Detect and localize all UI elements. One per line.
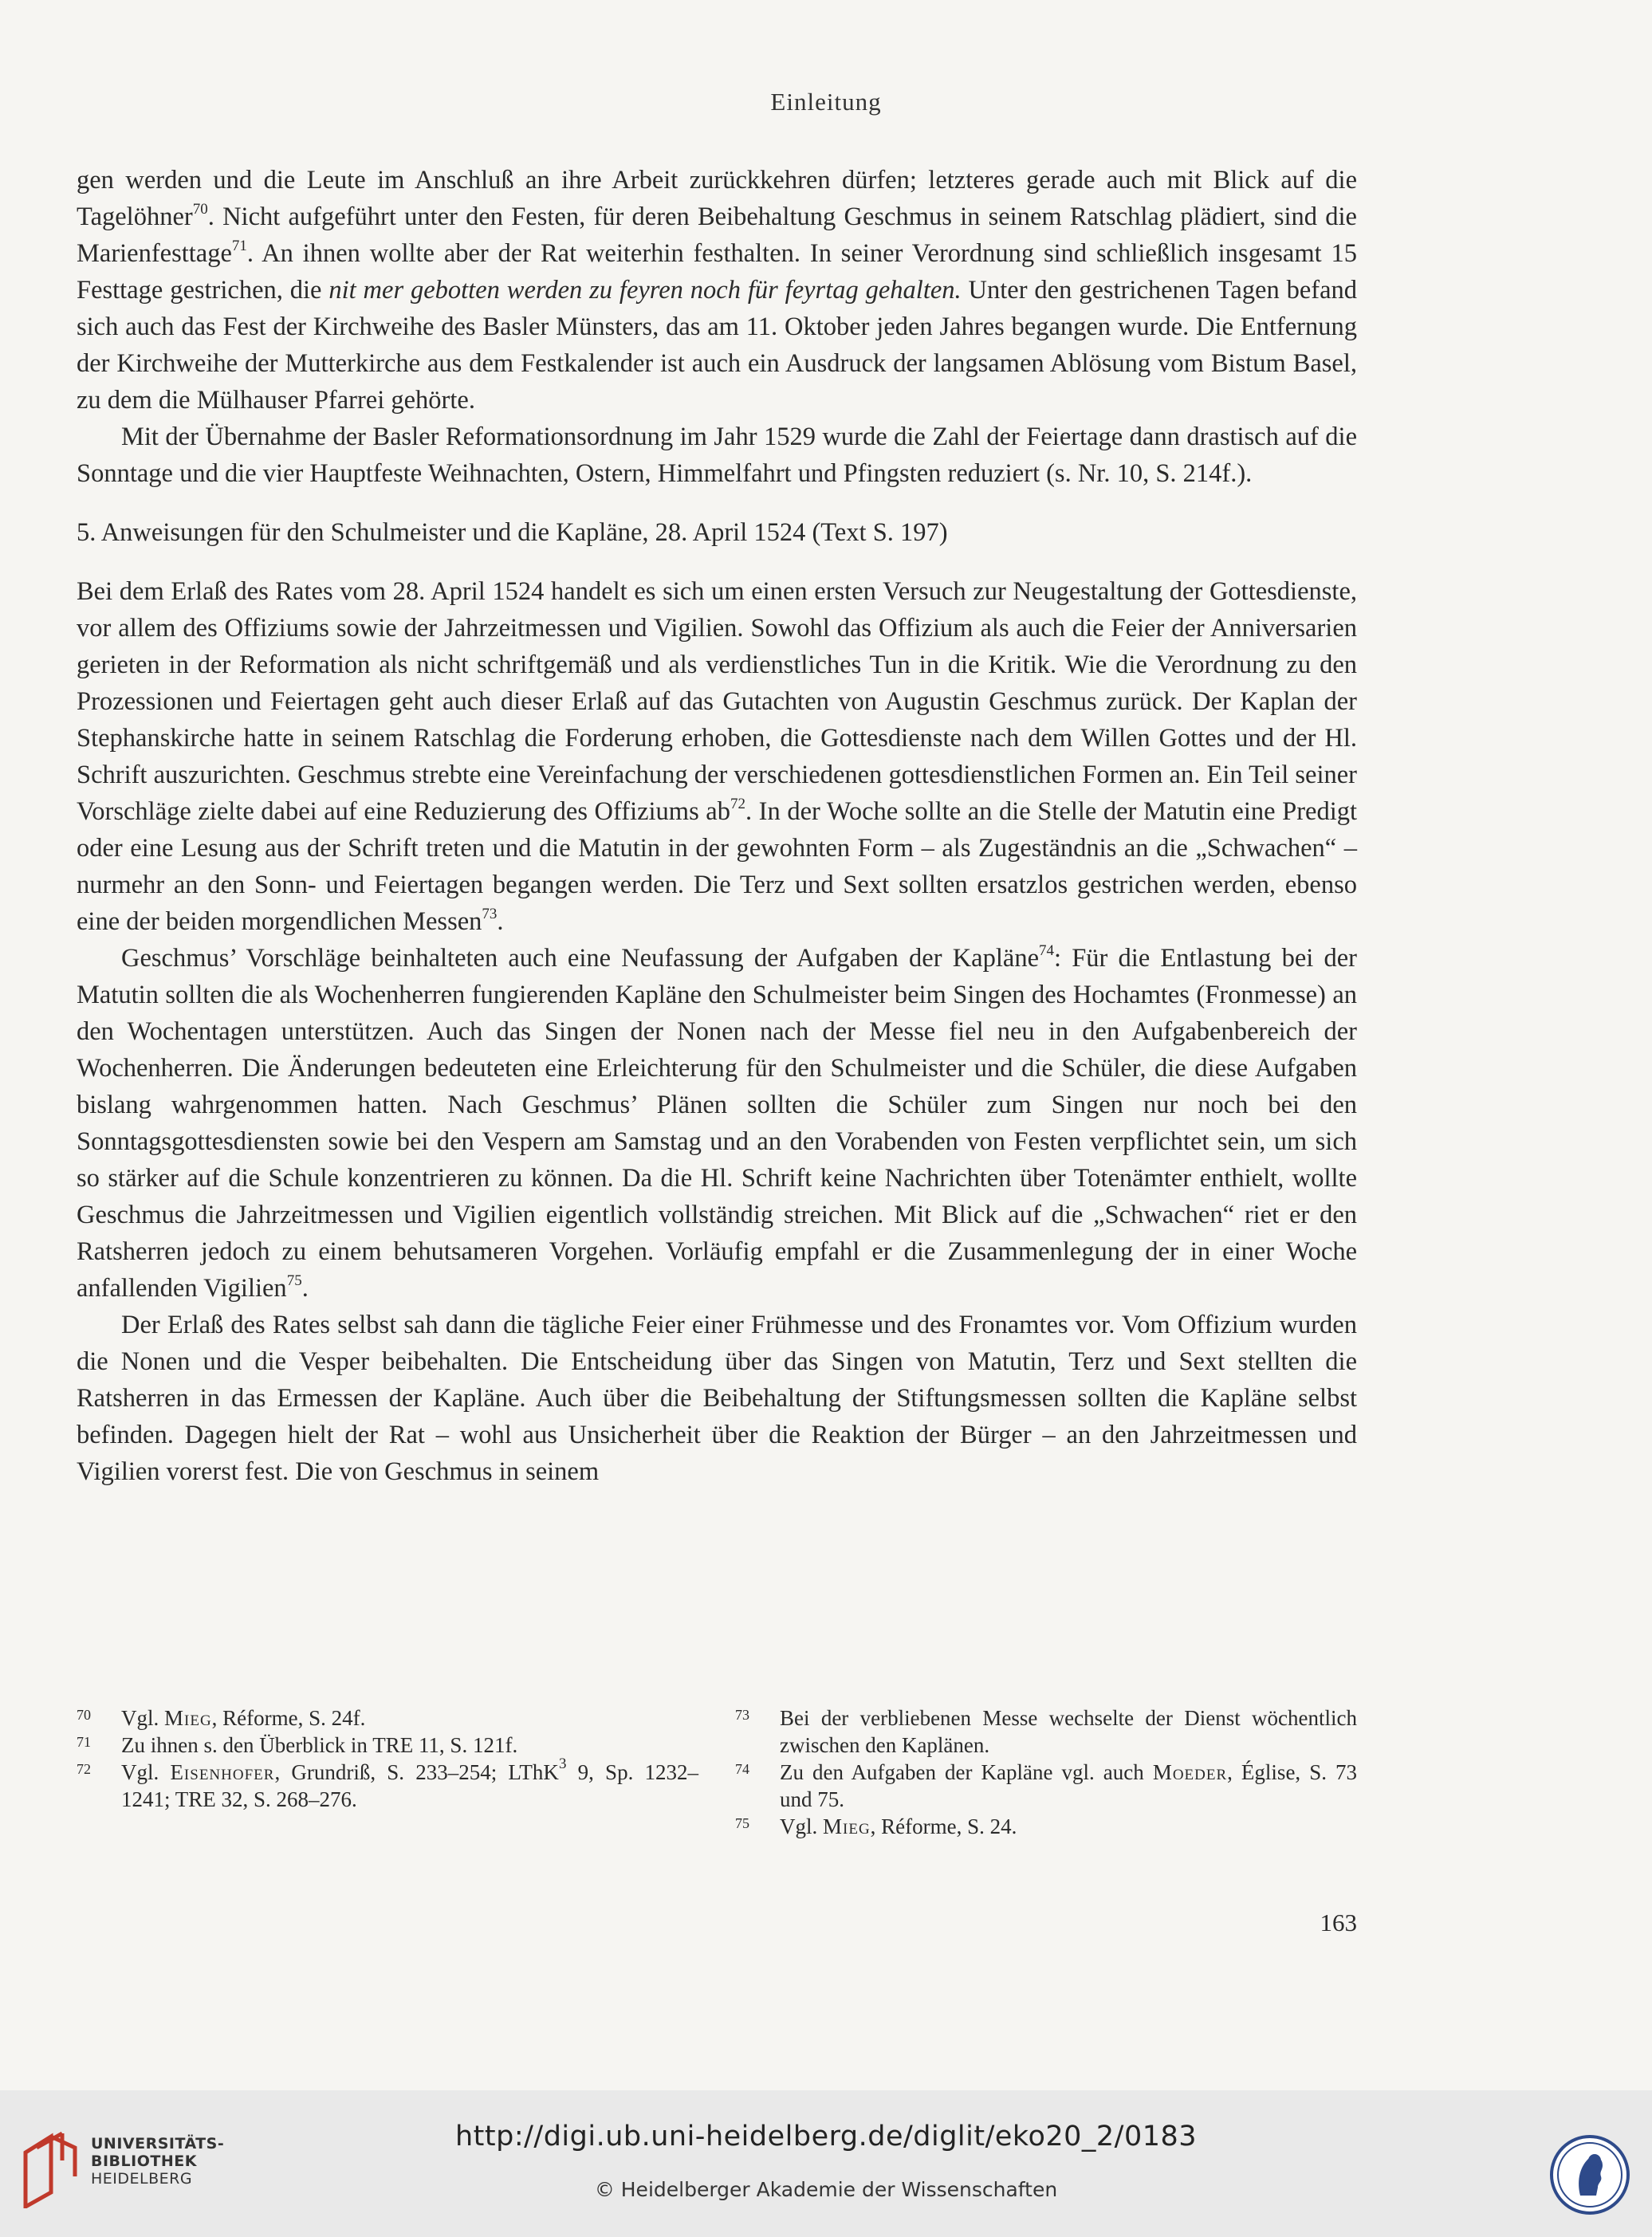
footnote [735,1704,1357,1759]
footnote-number: 70 [77,1707,91,1723]
footnote [77,1755,698,1813]
text-run: Vgl. [780,1814,823,1838]
text-run: Mit der Übernahme der Basler Reformationsordnung im Jahr 1529 wurde die Zahl der Feiertage dann drastisch auf die Sonntage und die vier Hauptfeste Weihnachten, Ostern, Himmelfahrt und Pfingsten reduziert (s. Nr. 10, S. 214f.). [77,423,1357,488]
footnote [77,1704,698,1732]
text-run: : Für die Entlastung bei der Matutin sollten die als Wochenherren fungierenden Kapläne den Schulmeister beim Singen des Hochamtes (Fronmesse) an den Wochentagen unterstützen. Auch das Singen der Nonen nach der Messe fiel neu in den Aufgabenbereich der Wochenherren. Die Änderungen bedeuteten eine Erleichterung für den Schulmeister und die Schüler, die diese Aufgaben bislang wahrgenommen hatten. Nach Geschmus’ Plänen sollten die Schüler zum Singen nur noch bei den Sonntagsgottesdiensten sowie bei den Vespern am Samstag und an den Vorabenden von Festen verpflichtet sein, um sich so stärker auf die Schule konzentrieren zu können. Da die Hl. Schrift keine Nachrichten über Totenämter enthielt, wollte Geschmus die Jahrzeitmessen und Vigilien eigentlich vollständig streichen. Mit Blick auf die „Schwachen“ riet er den Ratsherren jedoch zu einem behutsameren Vorgehen. Vorläufig empfahl er die Zusammenlegung der in einer Woche anfallenden Vigilien [77,944,1357,1303]
footnotes [77,1704,1357,1840]
permalink-url[interactable]: http://digi.ub.uni-heidelberg.de/diglit/eko20_2/0183 [454,2121,1198,2152]
footnote-ref: 3 [558,1755,567,1772]
paragraph-1 [77,162,1357,419]
text-run: Zu ihnen s. den Überblick in TRE 11, S. 121f. [121,1733,518,1757]
author-name: Eisenhofer [170,1760,275,1784]
academy-seal-icon [1548,2133,1631,2216]
italic-quote: nit mer gebotten werden zu feyren noch für feyrtag gehalten. [328,276,962,305]
paragraph-3 [77,573,1357,940]
footnote-ref: 70 [192,201,208,218]
footnote-number: 73 [735,1707,749,1723]
footnote [735,1759,1357,1813]
footnote [77,1732,698,1759]
text-run: Unter den gestrichenen Tagen befand sich auch das Fest der Kirchweihe des Basler Münsters, das am 11. Oktober jeden Jahres begangen wurde. Die Entfernung der Kirchweihe der Mutterkirche aus dem Festkalender ist auch ein Ausdruck der langsamen Ablösung vom Bistum Basel, zu dem die Mülhauser Pfarrei gehörte. [77,276,1358,415]
section-heading: 5. Anweisungen für den Schulmeister und die Kapläne, 28. April 1524 (Text S. 197) [77,518,948,547]
page-number: 163 [1320,1909,1357,1936]
footnote-number: 74 [735,1761,749,1777]
text-run: Der Erlaß des Rates selbst sah dann die tägliche Feier einer Frühmesse und des Fronamtes vor. Vom Offizium wurden die Nonen und die Vesper beibehalten. Die Entscheidung über das Singen von Matutin, Terz und Sext stellten die Ratsherren in das Ermessen der Kapläne. Auch über die Beibehaltung der Stiftungsmessen sollten die Kapläne selbst befinden. Dagegen hielt der Rat – wohl aus Unsicherheit über die Reaktion der Bürger – an den Jahrzeitmessen und Vigilien vorerst fest. Die von Geschmus in seinem [77,1311,1357,1486]
footnote-text [121,1704,698,1732]
text-run: . Nicht aufgeführt unter den Festen, für deren Beibehaltung Geschmus in seinem Ratschlag plädiert, sind die Marienfesttage [77,202,1357,268]
footnote-ref: 74 [1039,942,1054,959]
footnotes-left-column [77,1704,698,1840]
footnotes-right-column [735,1704,1357,1840]
footnote-ref: 72 [730,796,745,812]
author-name: Mieg [164,1706,212,1730]
footer-bar [0,2090,1652,2237]
text-run: Zu den Aufgaben der Kapläne vgl. auch [780,1760,1153,1784]
footnote-text [780,1704,1357,1759]
library-name-line1: UNIVERSITÄTS- [91,2135,225,2152]
footnote-ref: 71 [231,238,247,254]
footnote-text [121,1732,698,1759]
running-head: Einleitung [770,88,882,116]
text-run: 9, Sp. 1232–1241; TRE 32, S. 268–276. [121,1760,698,1811]
footnote-text [121,1755,698,1813]
footnote-text [780,1813,1357,1840]
footnote-number: 71 [77,1734,91,1750]
footnote-ref: 75 [286,1272,302,1289]
text-run: Bei dem Erlaß des Rates vom 28. April 1524 handelt es sich um einen ersten Versuch zur Neugestaltung der Gottesdienste, vor allem des Offiziums sowie der Jahrzeitmessen und Vigilien. Sowohl das Offizium als auch die Feier der Anniversarien gerieten in der Reformation als nicht schriftgemäß und als verdienstliches Tun in die Kritik. Wie die Verordnung zu den Prozessionen und Feiertagen geht auch dieser Erlaß auf das Gutachten von Augustin Geschmus zurück. Der Kaplan der Stephanskirche hatte in seinem Ratschlag die Forderung erhoben, die Gottesdienste nach dem Willen Gottes und der Hl. Schrift auszurichten. Geschmus strebte eine Vereinfachung der verschiedenen gottesdienstlichen Formen an. Ein Teil seiner Vorschläge zielte dabei auf eine Reduzierung des Offiziums ab [77,577,1357,826]
text-run: Geschmus’ Vorschläge beinhalteten auch eine Neufassung der Aufgaben der Kapläne [121,944,1039,973]
text-run: , Grundriß, S. 233–254; LThK [274,1760,559,1784]
copyright-notice: © Heidelberger Akademie der Wissenschaften [594,2178,1058,2201]
paragraph-2 [77,419,1357,492]
text-run: . [301,1274,309,1303]
paragraph-4 [77,940,1357,1307]
footnote-ref: 73 [482,906,498,922]
text-run: . [497,907,504,936]
body-text [77,162,1357,1490]
author-name: Mieg [823,1814,871,1838]
footnote [735,1813,1357,1840]
library-name-line3: HEIDELBERG [91,2170,193,2188]
footnote-number: 72 [77,1761,91,1777]
text-run: . An ihnen wollte aber der Rat weiterhin festhalten. In seiner Verordnung sind schließlich insgesamt 15 Festtage gestrichen, die [77,239,1357,305]
text-run: Bei der verbliebenen Messe wechselte der Dienst wöchentlich zwischen den Kaplänen. [780,1706,1357,1757]
text-run: Vgl. [121,1760,171,1784]
text-run: , Église, S. 73 und 75. [780,1760,1357,1811]
text-run: gen werden und die Leute im Anschluß an ihre Arbeit zurückkehren dürfen; letzteres gerade auch mit Blick auf die Tagelöhner [77,166,1357,231]
footnote-number: 75 [735,1815,749,1831]
paragraph-5 [77,1307,1357,1490]
library-name-line2: BIBLIOTHEK [91,2152,197,2170]
text-run: , Réforme, S. 24f. [211,1706,366,1730]
text-run: . In der Woche sollte an die Stelle der Matutin eine Predigt oder eine Lesung aus der Schrift treten und die Matutin in der gewohnten Form – als Zugeständnis an die „Schwachen“ – nurmehr an den Sonn- und Feiertagen begangen werden. Die Terz und Sext sollten ersatzlos gestrichen werden, ebenso eine der beiden morgendlichen Messen [77,797,1358,936]
text-run: , Réforme, S. 24. [870,1814,1017,1838]
footnote-text [780,1759,1357,1813]
author-name: Moeder [1152,1760,1228,1784]
text-run: Vgl. [121,1706,164,1730]
